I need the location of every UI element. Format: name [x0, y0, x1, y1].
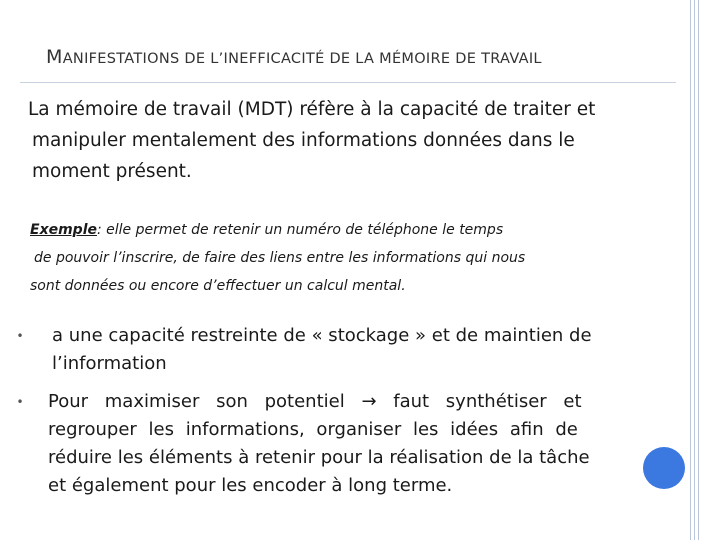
intro-paragraph: [28, 94, 668, 187]
intro-line: La mémoire de travail (MDT) réfère à la capacité de traiter et: [28, 99, 596, 120]
bullet-line: l’information: [52, 353, 167, 374]
list-item: [10, 388, 650, 500]
bullet-line: a une capacité restreinte de « stockage » et de maintien de: [52, 325, 592, 346]
slide-title: [46, 46, 686, 68]
right-border-line: [698, 0, 699, 540]
example-line: de pouvoir l’inscrire, de faire des liens entre les informations qui nous: [34, 250, 526, 266]
title-rest: ANIFESTATIONS DE L’INEFFICACITÉ DE LA MÉMOIRE DE TRAVAIL: [62, 51, 542, 67]
decorative-circle: [643, 447, 685, 489]
bullet-line: et également pour les encoder à long terme.: [48, 475, 453, 496]
title-divider: [20, 82, 676, 83]
list-item: [10, 322, 650, 378]
bullet-icon: •: [16, 329, 24, 343]
example-line1-rest: : elle permet de retenir un numéro de téléphone le temps: [97, 222, 504, 238]
bullet-icon: •: [16, 395, 24, 409]
intro-line: moment présent.: [32, 161, 192, 182]
example-line: [30, 216, 670, 244]
example-line: sont données ou encore d’effectuer un calcul mental.: [30, 278, 406, 294]
title-initial: M: [46, 46, 63, 68]
bullet-list: [10, 322, 650, 500]
bullet-line: Pour maximiser son potentiel → faut synthétiser et: [48, 391, 582, 412]
bullet-line: regrouper les informations, organiser les idées afin de: [48, 419, 578, 440]
example-paragraph: [30, 216, 670, 300]
example-label: Exemple: [30, 222, 97, 238]
right-border-line: [694, 0, 695, 540]
right-border-line: [690, 0, 691, 540]
intro-line: manipuler mentalement des informations données dans le: [32, 130, 575, 151]
bullet-line: réduire les éléments à retenir pour la réalisation de la tâche: [48, 447, 590, 468]
